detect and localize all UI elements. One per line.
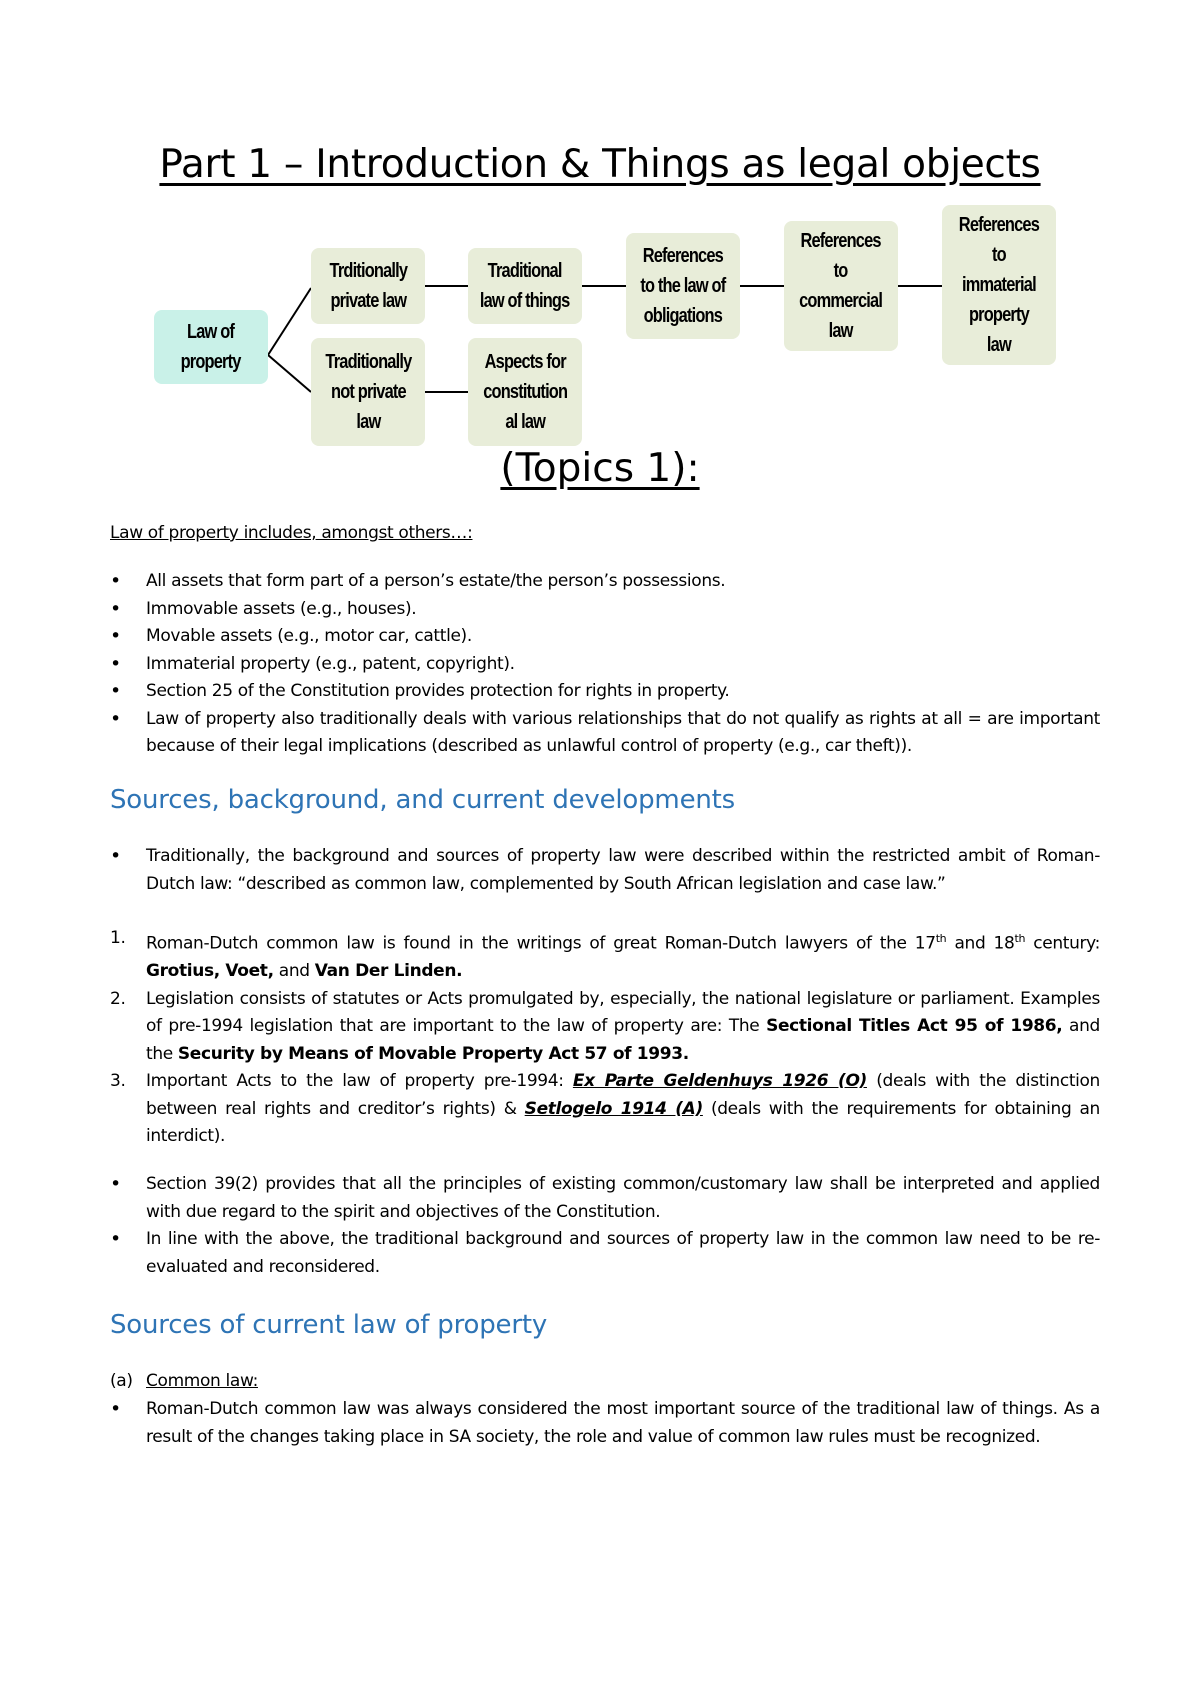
node-references-to-commercial-law [784, 221, 898, 351]
node-line: law [987, 334, 1011, 356]
node-traditionally-not-private-law [311, 338, 425, 446]
node-line: constitution [483, 381, 567, 403]
list-marker: (a) [110, 1371, 133, 1391]
node-line: Trditionally [329, 260, 407, 282]
list-item: • Traditionally, the background and sources of property law were described within the restricted ambit of Roman-Dutch law: “described as common law, complemented by South African legislation and case law.” [110, 843, 1100, 898]
node-line: not private [330, 381, 406, 403]
bold-run: Van Der Linden. [314, 961, 463, 982]
node-line: obligations [643, 305, 723, 327]
node-line: law [356, 411, 380, 433]
topics-title: (Topics 1): [500, 446, 700, 491]
node-line: private law [330, 290, 406, 312]
superscript: th [1014, 932, 1026, 945]
list-item: • Roman-Dutch common law was always considered the most important source of the traditional law of things. As a result of the changes taking place in SA society, the role and value of common law rules must be recognized. [110, 1396, 1100, 1451]
numbered-item-2 [110, 986, 1100, 1069]
node-traditionally-private-law [311, 248, 425, 324]
sources-list-1 [110, 843, 1100, 898]
node-line: Law of [187, 321, 235, 343]
node-line: References [800, 230, 882, 252]
text-run: century: [1025, 933, 1100, 954]
node-line: to [992, 244, 1006, 266]
bold-run: Sectional Titles Act 95 of 1986, [766, 1016, 1063, 1037]
node-line: law of things [480, 290, 570, 312]
text-run: (deals with the requirements for obtaining an interdict). [146, 1098, 1100, 1147]
connector-root-n1 [268, 288, 311, 355]
list-item: • All assets that form part of a person’s estate/the person’s possessions. [110, 568, 1100, 596]
sub-item-a [110, 1368, 1100, 1396]
page-title: Part 1 – Introduction & Things as legal objects [159, 142, 1041, 187]
node-line: Traditionally [325, 351, 411, 373]
section-heading-sources: Sources, background, and current developments [110, 785, 735, 815]
node-line: References [958, 214, 1040, 236]
list-item: • In line with the above, the traditional background and sources of property law in the common law need to be re-evaluated and reconsidered. [110, 1226, 1100, 1281]
superscript: th [935, 932, 947, 945]
node-law-of-property [154, 310, 268, 384]
text-run: and 18 [946, 933, 1015, 954]
node-line: commercial [799, 290, 883, 312]
connector-root-n2 [268, 355, 311, 392]
node-line: al law [505, 411, 545, 433]
node-line: to [834, 260, 848, 282]
node-traditional-law-of-things [468, 248, 582, 324]
node-references-to-law-of-obligations [626, 233, 740, 339]
text-run: Legislation consists of statutes or Acts promulgated by, especially, the national legislature or parliament. Examples of pre-1994 legislation that are important to the law of property are: The [146, 988, 1100, 1037]
sources-list-2 [110, 1171, 1100, 1281]
list-item: • Section 25 of the Constitution provides protection for rights in property. [110, 678, 1100, 706]
node-line: References [642, 245, 724, 267]
numbered-item-1 [110, 925, 1100, 986]
text-run: Important Acts to the law of property pre-1994: [146, 1071, 573, 1092]
bold-run: Security by Means of Movable Property Act 57 of 1993. [177, 1043, 689, 1064]
node-line: Traditional [488, 260, 562, 282]
node-line: to the law of [640, 275, 726, 297]
sub-label: Common law: [146, 1371, 258, 1391]
text-run: and the [146, 1016, 1100, 1064]
numbered-item-3 [110, 1068, 1100, 1151]
node-line: law [828, 320, 853, 342]
node-line: property [969, 304, 1029, 326]
text-run: (deals with the distinction between real rights and creditor’s rights) & [146, 1071, 1100, 1119]
list-item: • Law of property also traditionally deals with various relationships that do not qualify as rights at all = are important because of their legal implications (described as unlawful control of property (e.g., car theft)). [110, 706, 1100, 761]
node-line: property [181, 351, 241, 373]
section-heading-current-sources: Sources of current law of property [110, 1310, 548, 1340]
text-run: and [273, 961, 315, 982]
list-marker: 1. [110, 928, 126, 948]
current-sublist [110, 1368, 1100, 1396]
bold-run: Grotius, Voet, [146, 961, 274, 982]
node-references-to-immaterial-property-law [942, 205, 1056, 365]
intro-list [110, 568, 1100, 761]
case-citation: Setlogelo 1914 (A) [524, 1098, 703, 1119]
current-list [110, 1396, 1100, 1451]
list-item: • Immaterial property (e.g., patent, copyright). [110, 651, 1100, 679]
sources-numbered-list [110, 925, 1100, 1151]
list-item: • Movable assets (e.g., motor car, cattle). [110, 623, 1100, 651]
node-line: immaterial [962, 274, 1036, 296]
list-marker: 2. [110, 988, 126, 1009]
case-citation: Ex Parte Geldenhuys 1926 (O) [572, 1071, 867, 1092]
intro-heading: Law of property includes, amongst others…: [110, 523, 473, 543]
list-marker: 3. [110, 1071, 126, 1092]
list-item: • Immovable assets (e.g., houses). [110, 596, 1100, 624]
node-line: Aspects for [484, 351, 566, 373]
list-item: • Section 39(2) provides that all the principles of existing common/customary law shall be interpreted and applied with due regard to the spirit and objectives of the Constitution. [110, 1171, 1100, 1226]
text-run: Roman-Dutch common law is found in the writings of great Roman-Dutch lawyers of the 17 [146, 933, 936, 954]
law-of-property-diagram [0, 0, 1200, 460]
node-aspects-for-constitutional-law [468, 338, 582, 446]
